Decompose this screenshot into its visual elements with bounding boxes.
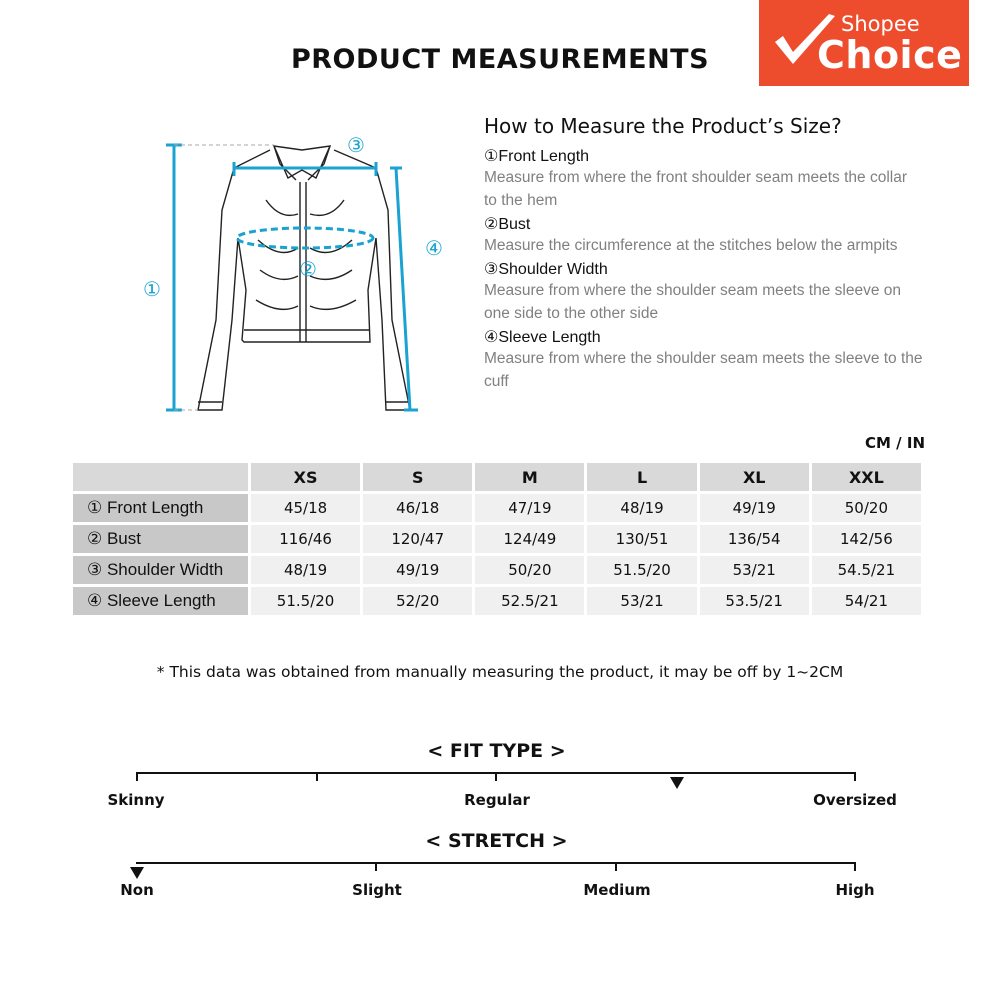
how-to-measure-title: How to Measure the Product’s Size?: [484, 114, 842, 138]
stretch-tick: [854, 862, 856, 871]
table-corner-cell: [73, 463, 248, 491]
table-cell: 53/21: [587, 587, 696, 615]
measure-name: ①Front Length: [484, 148, 590, 165]
table-cell: 47/19: [475, 494, 584, 522]
marker-bust: ②: [299, 257, 317, 281]
fit-type-tick: [136, 772, 138, 781]
size-header: XXL: [812, 463, 921, 491]
size-header: M: [475, 463, 584, 491]
logo-text-shopee: Shopee: [841, 12, 920, 36]
measure-description: Measure from where the shoulder seam meets the sleeve to the cuff: [484, 350, 923, 390]
table-cell: 142/56: [812, 525, 921, 553]
table-cell: 54/21: [812, 587, 921, 615]
measurement-note: * This data was obtained from manually measuring the product, it may be off by 1~2CM: [156, 663, 844, 681]
fit-type-tick: [495, 772, 497, 781]
stretch-title: < STRETCH >: [425, 830, 568, 852]
table-cell: 136/54: [700, 525, 809, 553]
marker-sleeve-length: ④: [425, 236, 443, 260]
stretch-label-high: High: [835, 881, 875, 899]
table-cell: 52.5/21: [475, 587, 584, 615]
table-cell: 53/21: [700, 556, 809, 584]
measure-item: [484, 259, 924, 325]
table-row: [73, 556, 921, 584]
table-cell: 48/19: [251, 556, 360, 584]
fit-label-oversized: Oversized: [813, 791, 897, 809]
table-cell: 116/46: [251, 525, 360, 553]
stretch-label-medium: Medium: [583, 881, 651, 899]
row-label: ④ Sleeve Length: [73, 587, 248, 615]
measure-description: Measure from where the front shoulder seam meets the collar to the hem: [484, 169, 907, 209]
table-cell: 53.5/21: [700, 587, 809, 615]
table-cell: 49/19: [363, 556, 472, 584]
table-row: [73, 494, 921, 522]
measure-description: Measure from where the shoulder seam meets the sleeve on one side to the other side: [484, 282, 901, 322]
fit-type-tick: [854, 772, 856, 781]
how-to-measure-section: [484, 114, 924, 394]
size-table: [70, 460, 924, 618]
table-cell: 50/20: [475, 556, 584, 584]
table-cell: 130/51: [587, 525, 696, 553]
size-header: XS: [251, 463, 360, 491]
size-header: S: [363, 463, 472, 491]
fit-label-skinny: Skinny: [107, 791, 165, 809]
table-cell: 51.5/20: [587, 556, 696, 584]
stretch-axis: [136, 862, 856, 864]
fit-type-marker-icon: [670, 774, 684, 793]
row-label: ③ Shoulder Width: [73, 556, 248, 584]
table-cell: 46/18: [363, 494, 472, 522]
table-header-row: [73, 463, 921, 491]
marker-front-length: ①: [143, 277, 161, 301]
fit-type-tick: [316, 772, 318, 781]
measure-name: ④Sleeve Length: [484, 329, 601, 346]
table-cell: 50/20: [812, 494, 921, 522]
measure-name: ③Shoulder Width: [484, 261, 608, 278]
unit-label: CM / IN: [865, 434, 925, 452]
table-cell: 45/18: [251, 494, 360, 522]
table-cell: 49/19: [700, 494, 809, 522]
table-cell: 48/19: [587, 494, 696, 522]
stretch-tick: [615, 862, 617, 871]
stretch-label-non: Non: [120, 881, 154, 899]
shopee-choice-logo: [759, 0, 969, 86]
stretch-tick: [375, 862, 377, 871]
fit-label-regular: Regular: [464, 791, 530, 809]
logo-text-choice: Choice: [817, 33, 963, 77]
table-cell: 52/20: [363, 587, 472, 615]
fit-type-title: < FIT TYPE >: [427, 740, 566, 762]
size-header: L: [587, 463, 696, 491]
table-cell: 54.5/21: [812, 556, 921, 584]
measure-item: [484, 214, 924, 257]
marker-shoulder-width: ③: [347, 133, 365, 157]
fit-type-scale: [107, 772, 897, 812]
table-cell: 120/47: [363, 525, 472, 553]
page-title: PRODUCT MEASUREMENTS: [290, 44, 710, 75]
table-row: [73, 587, 921, 615]
stretch-scale: [120, 862, 875, 902]
row-label: ② Bust: [73, 525, 248, 553]
size-header: XL: [700, 463, 809, 491]
table-cell: 124/49: [475, 525, 584, 553]
measure-name: ②Bust: [484, 216, 531, 233]
table-cell: 51.5/20: [251, 587, 360, 615]
measure-description: Measure the circumference at the stitches below the armpits: [484, 237, 898, 254]
garment-diagram: [130, 120, 460, 424]
stretch-label-slight: Slight: [352, 881, 402, 899]
measure-item: [484, 146, 924, 212]
measure-item: [484, 327, 924, 393]
table-row: [73, 525, 921, 553]
row-label: ① Front Length: [73, 494, 248, 522]
